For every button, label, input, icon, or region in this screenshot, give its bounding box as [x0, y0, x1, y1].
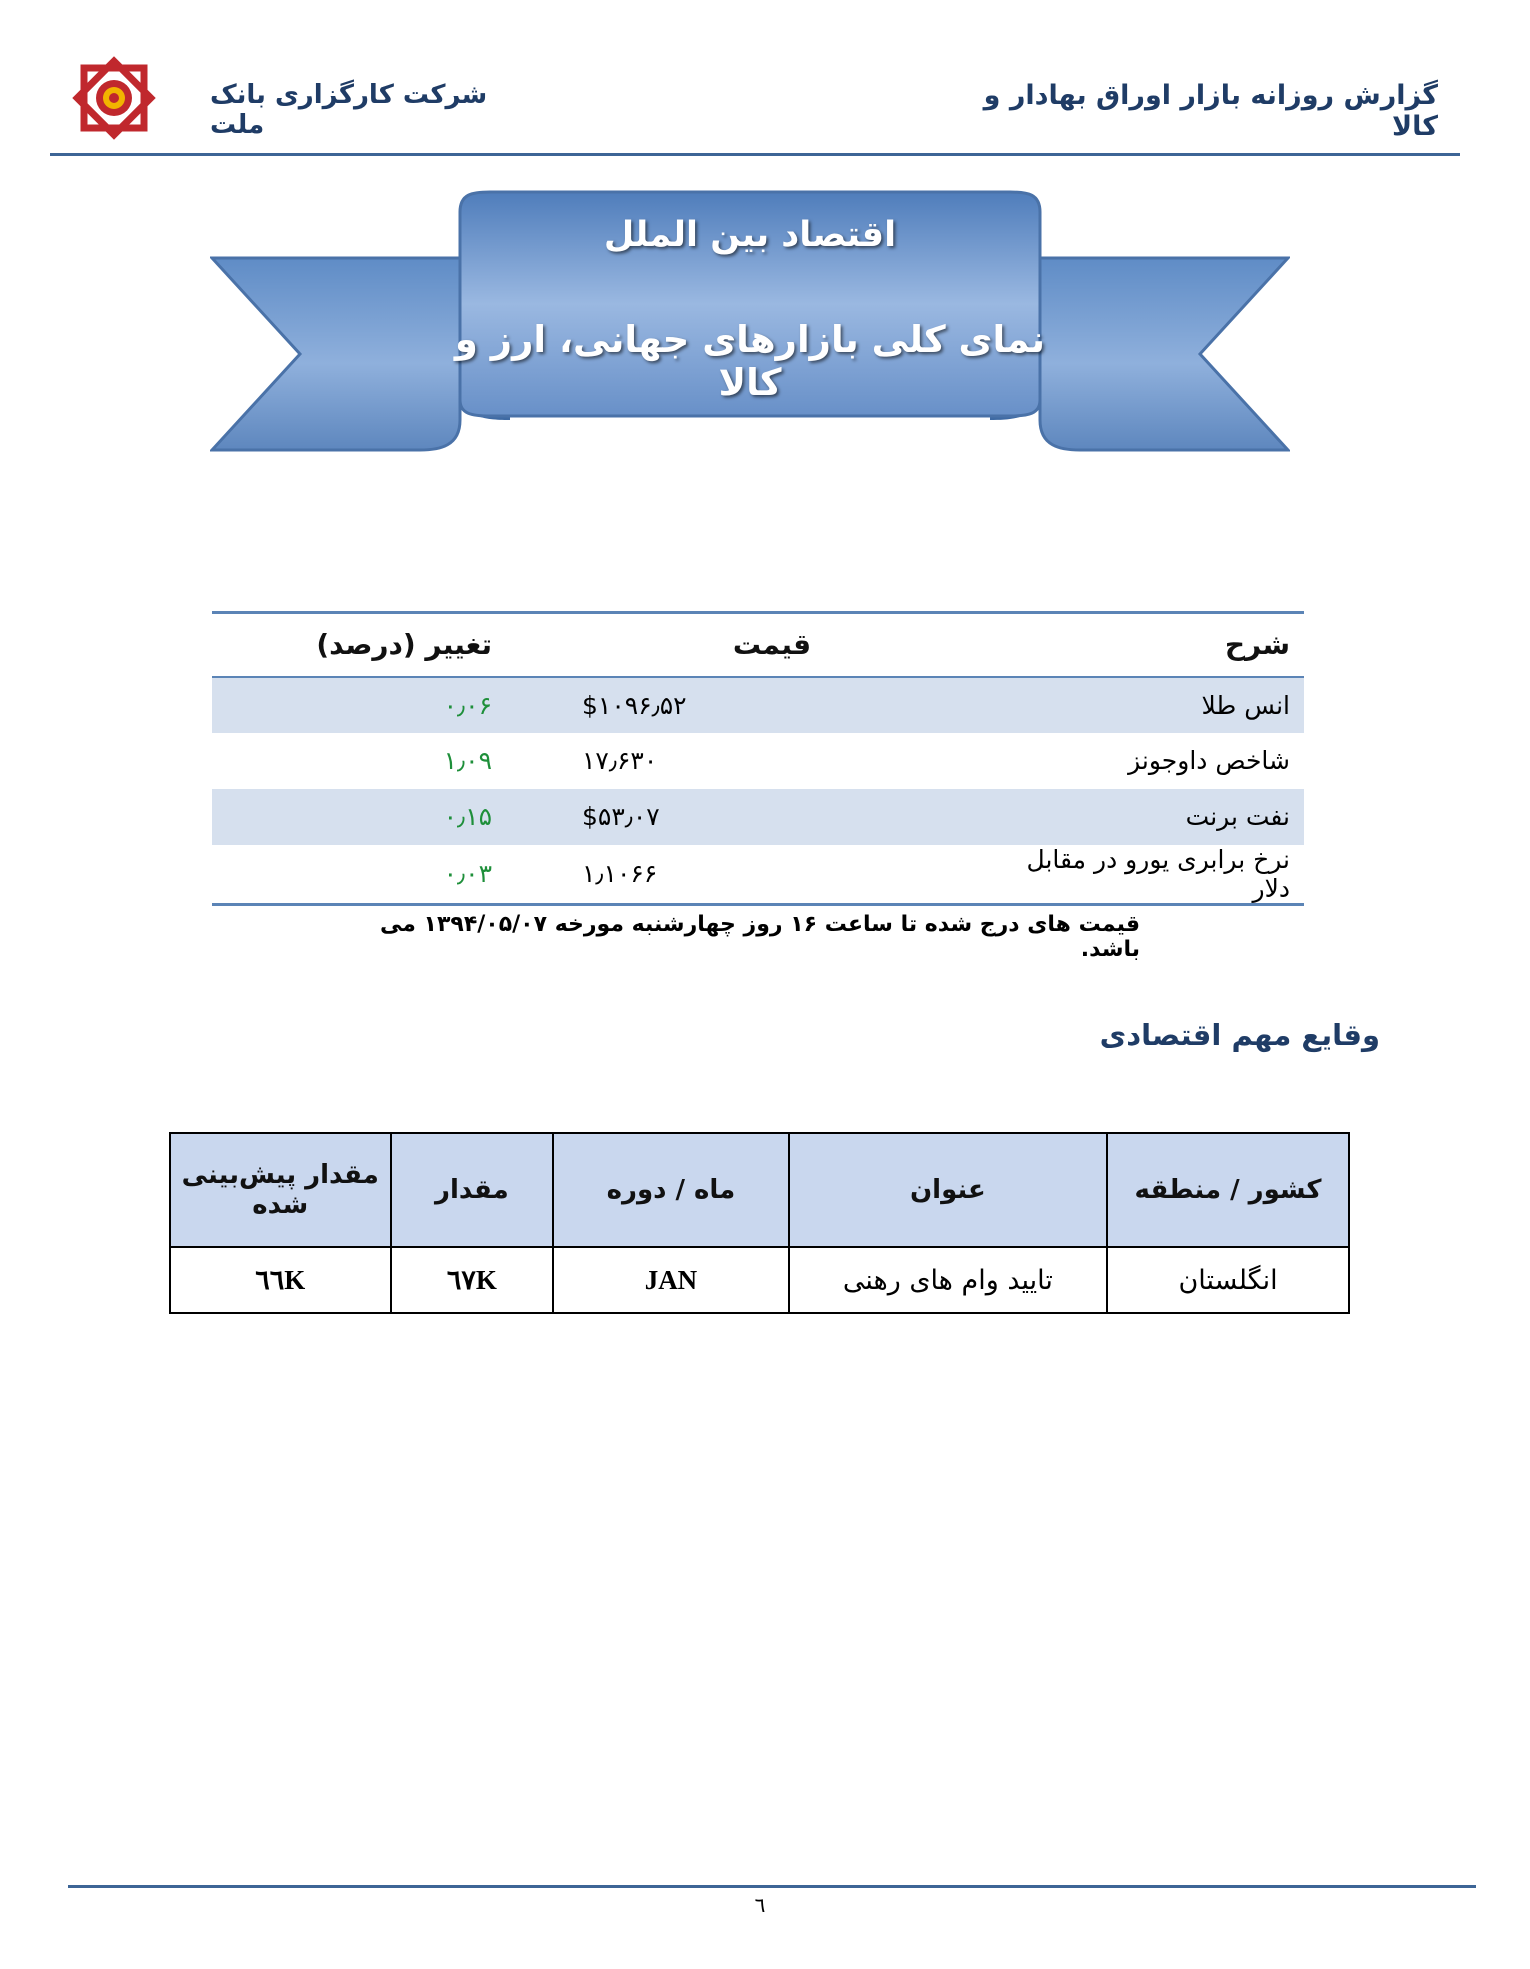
row-description: انس طلا: [1201, 690, 1290, 720]
event-title: تایید وام های رهنی: [789, 1247, 1107, 1313]
header-divider: [50, 153, 1460, 156]
col-header-description: شرح: [1224, 628, 1290, 662]
row-price: ۱۷٫۶۳۰: [582, 746, 658, 775]
table-header-row: [212, 613, 1304, 677]
bank-mellat-logo: [62, 46, 166, 150]
row-change: ۰٫۰۶: [443, 690, 492, 720]
table-row: [170, 1247, 1349, 1313]
row-description: نفت برنت: [1185, 802, 1290, 831]
col-header-forecast: مقدار پیش‌بینی شده: [170, 1133, 391, 1247]
col-header-price: قیمت: [732, 628, 812, 662]
row-change: ۰٫۰۳: [443, 859, 492, 888]
table-row: [212, 733, 1304, 789]
market-overview-table: [212, 611, 1304, 906]
row-change: ۱٫۰۹: [443, 746, 492, 775]
event-country: انگلستان: [1107, 1247, 1349, 1313]
row-description: نرخ برابری یورو در مقابل دلار: [1026, 844, 1290, 903]
row-price: $۱۰۹۶٫۵۲: [582, 690, 687, 720]
banner-subtitle: نمای کلی بازارهای جهانی، ارز و کالا: [454, 318, 1046, 404]
economic-events-table: [169, 1132, 1350, 1314]
event-value: ٦٧K: [391, 1247, 554, 1313]
report-title: گزارش روزانه بازار اوراق بهادار و کالا: [983, 80, 1438, 142]
row-price: $۵۳٫۰۷: [582, 802, 660, 831]
page-number: ٦: [754, 1893, 766, 1917]
row-price: ۱٫۱۰۶۶: [582, 859, 658, 888]
table-row: [212, 845, 1304, 905]
col-header-title: عنوان: [789, 1133, 1107, 1247]
footer-divider: [68, 1885, 1476, 1888]
price-timestamp-note: قیمت های درج شده تا ساعت ۱۶ روز چهارشنبه مورخه ۱۳۹۴/۰۵/۰۷ می باشد.: [379, 912, 1140, 962]
banner-title: اقتصاد بین الملل: [603, 215, 897, 255]
row-change: ۰٫۱۵: [443, 802, 492, 831]
table-row: [212, 677, 1304, 733]
table-header-row: [170, 1133, 1349, 1247]
events-section-title: وقایع مهم اقتصادی: [1099, 1018, 1380, 1052]
company-name: شرکت کارگزاری بانک ملت: [210, 80, 488, 140]
col-header-country: کشور / منطقه: [1107, 1133, 1349, 1247]
col-header-value: مقدار: [391, 1133, 554, 1247]
table-row: [212, 789, 1304, 845]
row-description: شاخص داوجونز: [1128, 746, 1290, 775]
event-forecast: ٦٦K: [170, 1247, 391, 1313]
col-header-change: تغییر (درصد): [316, 628, 492, 662]
col-header-period: ماه / دوره: [553, 1133, 788, 1247]
event-period: JAN: [553, 1247, 788, 1313]
